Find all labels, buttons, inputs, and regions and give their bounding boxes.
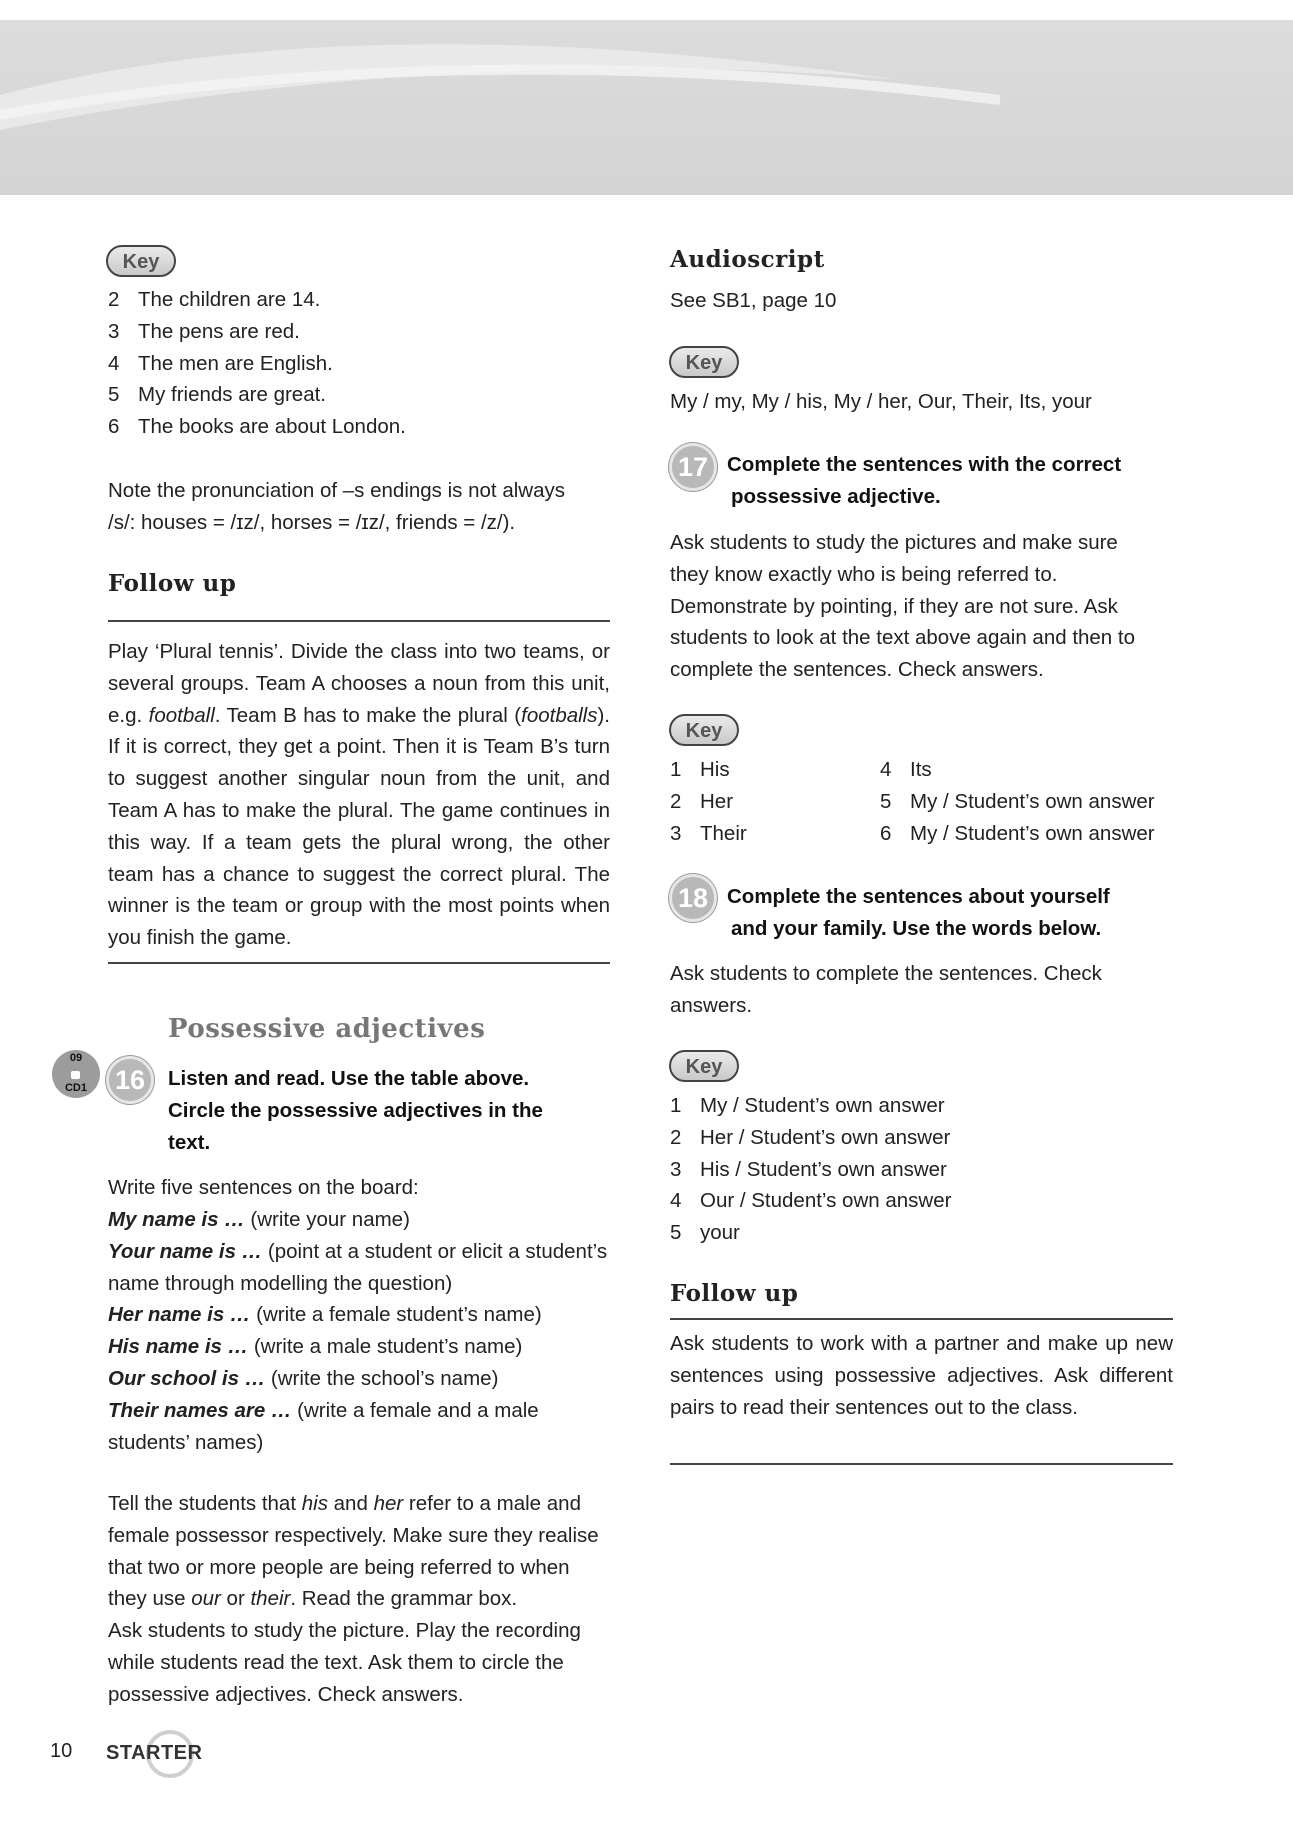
key-answer-grid: 1 His 4 Its 2 Her 5 My / Student’s own answer 3 Their 6 My / Student’s own answer <box>670 758 1155 845</box>
page-number: 10 <box>50 1740 73 1762</box>
list-item: Their names are … (write a female and a male students’ names) <box>108 1398 539 1454</box>
list-item: 1 My / Student’s own answer <box>670 1094 945 1117</box>
unit-label: STARTER <box>106 1742 203 1764</box>
divider <box>108 962 610 964</box>
exercise-instruction: Listen and read. Use the table above. Circle the possessive adjectives in the text. <box>168 1067 543 1154</box>
grammar-instruction: Tell the students that his and her refer to a male and female possessor respectively. Make sure they realise that two or more people are being referred to when they use our or their. Read the grammar box. Ask students to study the picture. Play the recording while students read the text. Ask them to circle the possessive adjectives. Check answers. <box>108 1492 599 1706</box>
follow-up-text: Play ‘Plural tennis’. Divide the class into two teams, or several groups. Team A chooses a noun from this unit, e.g. football. Team B has to make the plural (footballs). If it is correct, they get a point. Then it is Team B’s turn to suggest another singular noun from the unit, and Team A has to make the plural. The game continues in this way. If a team gets the plural wrong, the other team has a chance to suggest the correct plural. The winner is the team or group with the most points when you finish the game. <box>108 640 611 950</box>
follow-up-heading: Follow up <box>108 570 237 597</box>
list-item: 4 Our / Student’s own answer <box>670 1189 952 1213</box>
board-sentences <box>108 1204 613 1458</box>
list-item: 2 The children are 14. <box>108 288 321 311</box>
list-item: My name is … (write your name) <box>108 1208 410 1231</box>
key-badge: Key <box>669 714 739 746</box>
list-item: 3 The pens are red. <box>108 319 300 343</box>
key-badge: Key <box>106 245 176 277</box>
list-item: Her name is … (write a female student’s name) <box>108 1303 542 1327</box>
list-item: 2 Her / Student’s own answer <box>670 1125 951 1149</box>
exercise-number-badge: 17 <box>669 443 717 491</box>
divider <box>108 620 610 622</box>
list-item: Your name is … (point at a student or elicit a student’s name through modelling the question) <box>108 1239 608 1295</box>
header-swoosh <box>0 20 1293 195</box>
list-item: 5 My friends are great. <box>108 383 326 407</box>
audioscript-reference: See SB1, page 10 <box>670 289 837 312</box>
header-band <box>0 20 1293 195</box>
follow-up-heading: Follow up <box>670 1280 799 1307</box>
key-answer-list <box>108 284 608 443</box>
exercise-instruction: Complete the sentences about yourself and your family. Use the words below. <box>727 885 1110 940</box>
list-item: 5 your <box>670 1221 740 1245</box>
unit-logo <box>104 1730 203 1782</box>
audioscript-heading: Audioscript <box>670 246 825 273</box>
key-answers: My / my, My / his, My / her, Our, Their, Its, your <box>670 390 1092 413</box>
divider <box>670 1318 1173 1320</box>
follow-up-text: Ask students to work with a partner and make up new sentences using possessive adjectives. Ask different pairs to read their sentences out to the class. <box>670 1332 1173 1419</box>
divider <box>670 1463 1173 1465</box>
list-item: 3 His / Student’s own answer <box>670 1157 947 1181</box>
section-title: Possessive adjectives <box>168 1014 486 1044</box>
list-item: 4 The men are English. <box>108 351 333 375</box>
pronunciation-note: Note the pronunciation of –s endings is not always /s/: houses = /ɪz/, horses = /ɪz/, friends = /z/). <box>108 479 565 534</box>
list-item: 6 The books are about London. <box>108 415 406 439</box>
board-intro: Write five sentences on the board: <box>108 1176 419 1199</box>
list-item: His name is … (write a male student’s name) <box>108 1335 523 1359</box>
exercise-text: Ask students to complete the sentences. Check answers. <box>670 962 1102 1017</box>
exercise-number-badge: 18 <box>669 874 717 922</box>
key-answer-list <box>670 1090 1175 1249</box>
exercise-instruction: Complete the sentences with the correct possessive adjective. <box>727 453 1122 508</box>
exercise-text: Ask students to study the pictures and make sure they know exactly who is being referred to. Demonstrate by pointing, if they are not sure. Ask students to look at the text above again and then to complete the sentences. Check answers. <box>670 531 1136 682</box>
key-badge: Key <box>669 346 739 378</box>
cd-track-icon: 09 CD1 <box>52 1050 100 1098</box>
key-badge: Key <box>669 1050 739 1082</box>
exercise-number-badge: 16 <box>106 1056 154 1104</box>
list-item: Our school is … (write the school’s name) <box>108 1366 499 1390</box>
